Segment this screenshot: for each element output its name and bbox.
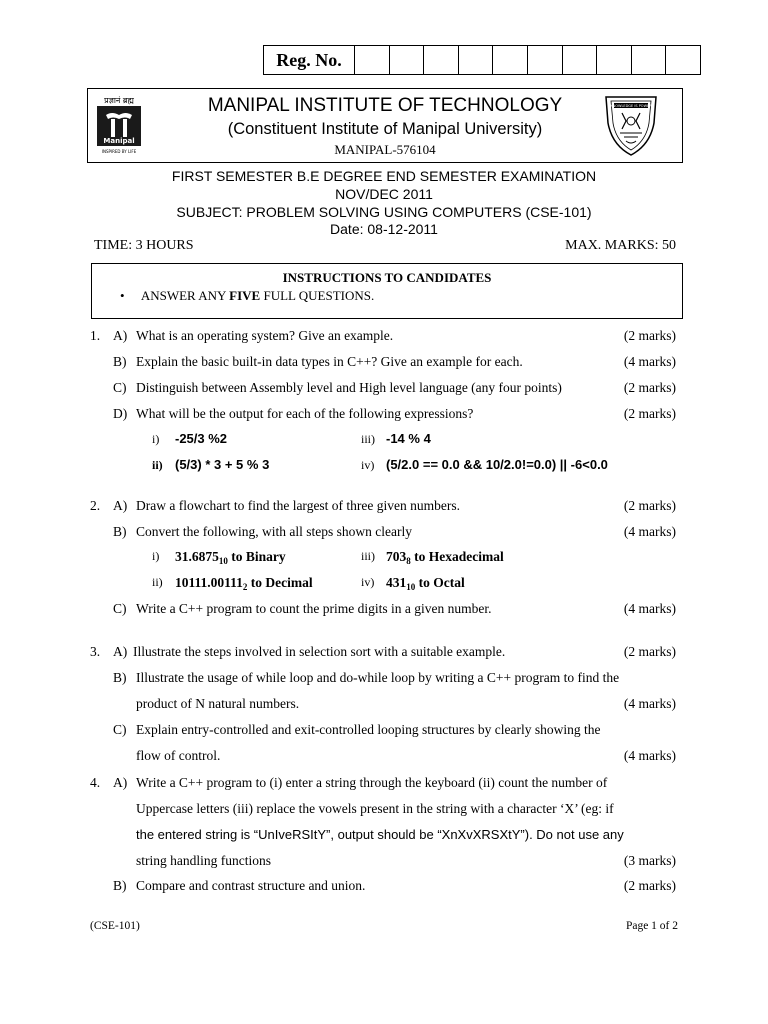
sub-label: iv) (361, 575, 375, 589)
instructions-title: INSTRUCTIONS TO CANDIDATES (282, 270, 492, 285)
bullet-icon: • (120, 288, 125, 303)
part-label: A) (113, 775, 128, 790)
question-text: product of N natural numbers. (136, 696, 300, 711)
question-text: What will be the output for each of the following expressions? (136, 406, 474, 421)
exam-subject: SUBJECT: PROBLEM SOLVING USING COMPUTERS (CSE-101) (176, 204, 592, 220)
instructions-box (91, 263, 683, 319)
logo-text: Manipal (103, 137, 135, 145)
marks: (4 marks) (623, 354, 676, 369)
marks: (2 marks) (623, 406, 676, 421)
question-text: Explain the basic built-in data types in C++? Give an example for each. (136, 354, 523, 369)
sub-label: ii) (152, 458, 163, 472)
question-text: Write a C++ program to (i) enter a string through the keyboard (ii) count the number of (136, 775, 608, 790)
question-text: string handling functions (136, 853, 271, 868)
reg-no-box (263, 45, 701, 75)
part-label: C) (113, 601, 127, 616)
expression: -25/3 %2 (175, 431, 228, 446)
marks: (4 marks) (623, 601, 676, 616)
institute-seal-icon (600, 93, 662, 157)
seal-motto: KNOWLEDGE IS POWER (610, 104, 652, 108)
marks: (2 marks) (623, 644, 676, 659)
question-text: flow of control. (136, 748, 221, 763)
number: 703 (386, 549, 407, 564)
marks: (4 marks) (623, 524, 676, 539)
exam-date: Date: 08-12-2011 (330, 221, 438, 237)
question-text: Explain entry-controlled and exit-controlled looping structures by clearly showing the (136, 722, 601, 737)
reg-no-cell (459, 46, 494, 74)
exam-session: NOV/DEC 2011 (335, 186, 433, 202)
sub-label: iii) (361, 432, 375, 446)
question-text: Distinguish between Assembly level and High level language (any four points) (136, 380, 562, 395)
expression: -14 % 4 (386, 431, 431, 446)
part-label: B) (113, 878, 127, 893)
part-label: B) (113, 670, 127, 685)
question-text: Illustrate the usage of while loop and do-while loop by writing a C++ program to find the (136, 670, 620, 685)
part-label: A) (113, 644, 128, 659)
sub-label: iii) (361, 549, 375, 563)
reg-no-cell (666, 46, 700, 74)
question-text: the entered string is “UnIveRSItY”, output should be “XnXvXRSXtY”). Do not use any (136, 827, 624, 842)
question-number: 1. (90, 328, 101, 343)
question-number: 3. (90, 644, 101, 659)
part-label: B) (113, 354, 127, 369)
reg-no-label: Reg. No. (264, 46, 355, 74)
number: 431 (386, 575, 407, 590)
base: 8 (406, 556, 411, 566)
part-label: B) (113, 524, 127, 539)
number: 10111.00111 (175, 575, 243, 590)
question-text: Write a C++ program to count the prime digits in a given number. (136, 601, 492, 616)
instruction-emphasis: FIVE (229, 288, 261, 303)
question-text: Uppercase letters (iii) replace the vowels present in the string with a character ‘X’ (eg: if (136, 801, 614, 816)
question-text: Compare and contrast structure and union. (136, 878, 366, 893)
target: to Octal (415, 575, 465, 590)
logo-hindi-text: प्रज्ञानं ब्रह्म (104, 96, 134, 105)
base: 2 (242, 582, 248, 592)
part-label: C) (113, 380, 127, 395)
marks: (4 marks) (623, 748, 676, 763)
question-text: Draw a flowchart to find the largest of three given numbers. (136, 498, 461, 513)
reg-no-cell (563, 46, 598, 74)
instruction-post: FULL QUESTIONS. (260, 288, 375, 303)
reg-no-cell (597, 46, 632, 74)
reg-no-cell (355, 46, 390, 74)
marks: (2 marks) (623, 328, 676, 343)
conversion (175, 575, 313, 592)
question-text: Illustrate the steps involved in selection sort with a suitable example. (133, 644, 506, 659)
part-label: D) (113, 406, 128, 421)
expression: (5/2.0 == 0.0 && 10/2.0!=0.0) || -6<0.0 (386, 457, 608, 472)
marks: (3 marks) (623, 853, 676, 868)
footer-course-code: (CSE-101) (90, 920, 140, 932)
target: to Decimal (247, 575, 313, 590)
marks: (2 marks) (623, 878, 676, 893)
part-label: A) (113, 328, 128, 343)
institute-name: MANIPAL INSTITUTE OF TECHNOLOGY (207, 95, 563, 116)
conversion (386, 549, 504, 566)
target: to Hexadecimal (410, 549, 504, 564)
question-text: Convert the following, with all steps shown clearly (136, 524, 412, 539)
question-number: 4. (90, 775, 101, 790)
reg-no-cell (424, 46, 459, 74)
question-text: What is an operating system? Give an example. (136, 328, 394, 343)
expression: (5/3) * 3 + 5 % 3 (175, 457, 270, 472)
sub-label: i) (152, 549, 160, 563)
institute-subtitle: (Constituent Institute of Manipal University) (227, 120, 543, 138)
footer-page-number: Page 1 of 2 (625, 920, 678, 932)
reg-no-cell (528, 46, 563, 74)
target: to Binary (227, 549, 286, 564)
reg-no-cell (632, 46, 667, 74)
marks: (4 marks) (623, 696, 676, 711)
logo-tagline: INSPIRED BY LIFE (101, 149, 137, 154)
part-label: A) (113, 498, 128, 513)
part-label: C) (113, 722, 127, 737)
conversion (386, 575, 465, 592)
conversion (175, 549, 286, 566)
marks: (2 marks) (623, 380, 676, 395)
base: 10 (218, 556, 228, 566)
sub-label: i) (152, 432, 160, 446)
exam-max-marks: MAX. MARKS: 50 (565, 238, 676, 253)
instruction-item (120, 288, 374, 304)
sub-label: iv) (361, 458, 375, 472)
reg-no-cell (390, 46, 425, 74)
reg-no-cell (493, 46, 528, 74)
institute-city: MANIPAL-576104 (334, 142, 436, 157)
base: 10 (406, 582, 416, 592)
sub-label: ii) (152, 575, 163, 589)
number: 31.6875 (175, 549, 219, 564)
question-number: 2. (90, 498, 101, 513)
exam-time: TIME: 3 HOURS (94, 238, 194, 253)
marks: (2 marks) (623, 498, 676, 513)
instruction-pre: ANSWER ANY (140, 288, 230, 303)
exam-title: FIRST SEMESTER B.E DEGREE END SEMESTER EXAMINATION (171, 168, 597, 184)
institute-header (87, 88, 683, 163)
